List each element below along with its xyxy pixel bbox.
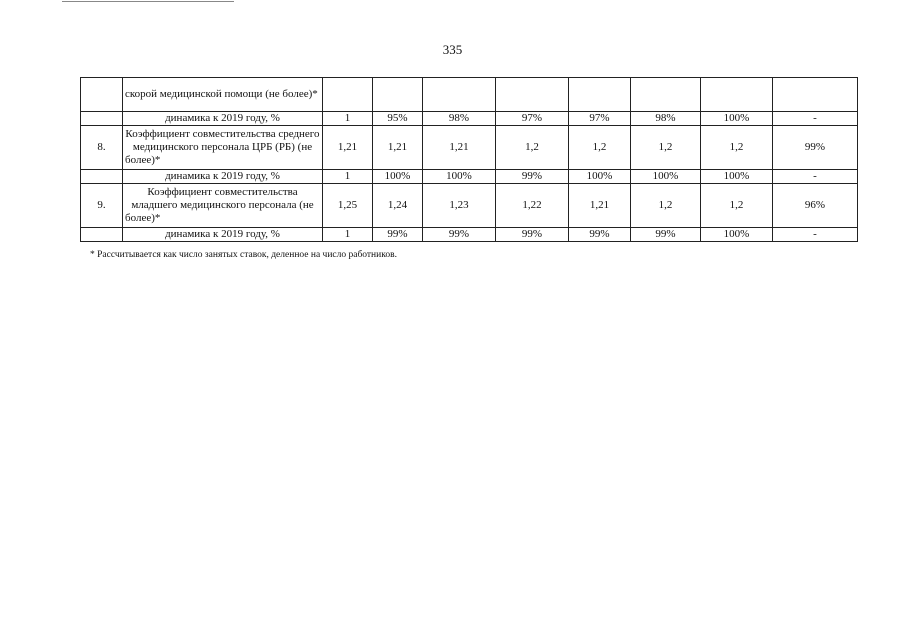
indicator-table — [80, 77, 858, 242]
table-cell — [373, 78, 423, 112]
table-cell: 1,21 — [569, 184, 631, 228]
top-rule — [62, 1, 234, 2]
row-number — [81, 228, 123, 242]
row-label: Коэффициент совместительства среднего медицинского персонала ЦРБ (РБ) (не более)* — [123, 126, 323, 170]
table-cell: - — [773, 112, 858, 126]
table-cell — [323, 78, 373, 112]
table-cell: 99% — [423, 228, 496, 242]
table-cell — [569, 78, 631, 112]
table-cell — [496, 78, 569, 112]
table-cell: 1,21 — [423, 126, 496, 170]
table-cell: 1,22 — [496, 184, 569, 228]
table-cell: 1,2 — [569, 126, 631, 170]
table-cell: 97% — [496, 112, 569, 126]
table-cell: 100% — [631, 170, 701, 184]
table-row — [81, 112, 858, 126]
table-cell: 99% — [569, 228, 631, 242]
table-cell: 99% — [496, 170, 569, 184]
table-cell — [423, 78, 496, 112]
row-label: скорой медицинской помощи (не более)* — [123, 78, 323, 112]
table-cell: 1,2 — [496, 126, 569, 170]
table-cell: 100% — [701, 170, 773, 184]
table-row — [81, 184, 858, 228]
row-label: динамика к 2019 году, % — [123, 112, 323, 126]
table-cell: 99% — [496, 228, 569, 242]
page-number: 335 — [442, 42, 463, 57]
row-number — [81, 170, 123, 184]
table-cell: - — [773, 228, 858, 242]
table-cell: 1,21 — [323, 126, 373, 170]
table-cell: 1,25 — [323, 184, 373, 228]
row-label: динамика к 2019 году, % — [123, 170, 323, 184]
table-cell: 95% — [373, 112, 423, 126]
table-cell: 1,2 — [701, 126, 773, 170]
row-number: 8. — [81, 126, 123, 170]
table-cell: - — [773, 170, 858, 184]
table-cell: 98% — [423, 112, 496, 126]
table-cell: 100% — [423, 170, 496, 184]
footnote: * Рассчитывается как число занятых ставок, деленное на число работников. — [90, 250, 397, 260]
table-cell: 1 — [323, 112, 373, 126]
table-cell: 100% — [701, 228, 773, 242]
table-cell: 1,24 — [373, 184, 423, 228]
table-cell: 1,2 — [631, 126, 701, 170]
table-cell: 100% — [373, 170, 423, 184]
table-cell: 98% — [631, 112, 701, 126]
row-label: динамика к 2019 году, % — [123, 228, 323, 242]
table-cell — [701, 78, 773, 112]
table-cell: 100% — [569, 170, 631, 184]
table-cell: 99% — [631, 228, 701, 242]
table-cell: 97% — [569, 112, 631, 126]
table-row — [81, 126, 858, 170]
row-number — [81, 112, 123, 126]
table-cell: 99% — [373, 228, 423, 242]
table-row — [81, 170, 858, 184]
table-cell: 1 — [323, 228, 373, 242]
table-cell: 1,23 — [423, 184, 496, 228]
table-row — [81, 228, 858, 242]
table-cell: 100% — [701, 112, 773, 126]
row-number — [81, 78, 123, 112]
table-cell: 96% — [773, 184, 858, 228]
table-cell: 1,2 — [701, 184, 773, 228]
row-number: 9. — [81, 184, 123, 228]
table-cell: 1,2 — [631, 184, 701, 228]
table-cell: 99% — [773, 126, 858, 170]
table-row — [81, 78, 858, 112]
row-label: Коэффициент совместительства младшего медицинского персонала (не более)* — [123, 184, 323, 228]
table-cell: 1 — [323, 170, 373, 184]
table-cell — [631, 78, 701, 112]
table-cell — [773, 78, 858, 112]
table-cell: 1,21 — [373, 126, 423, 170]
